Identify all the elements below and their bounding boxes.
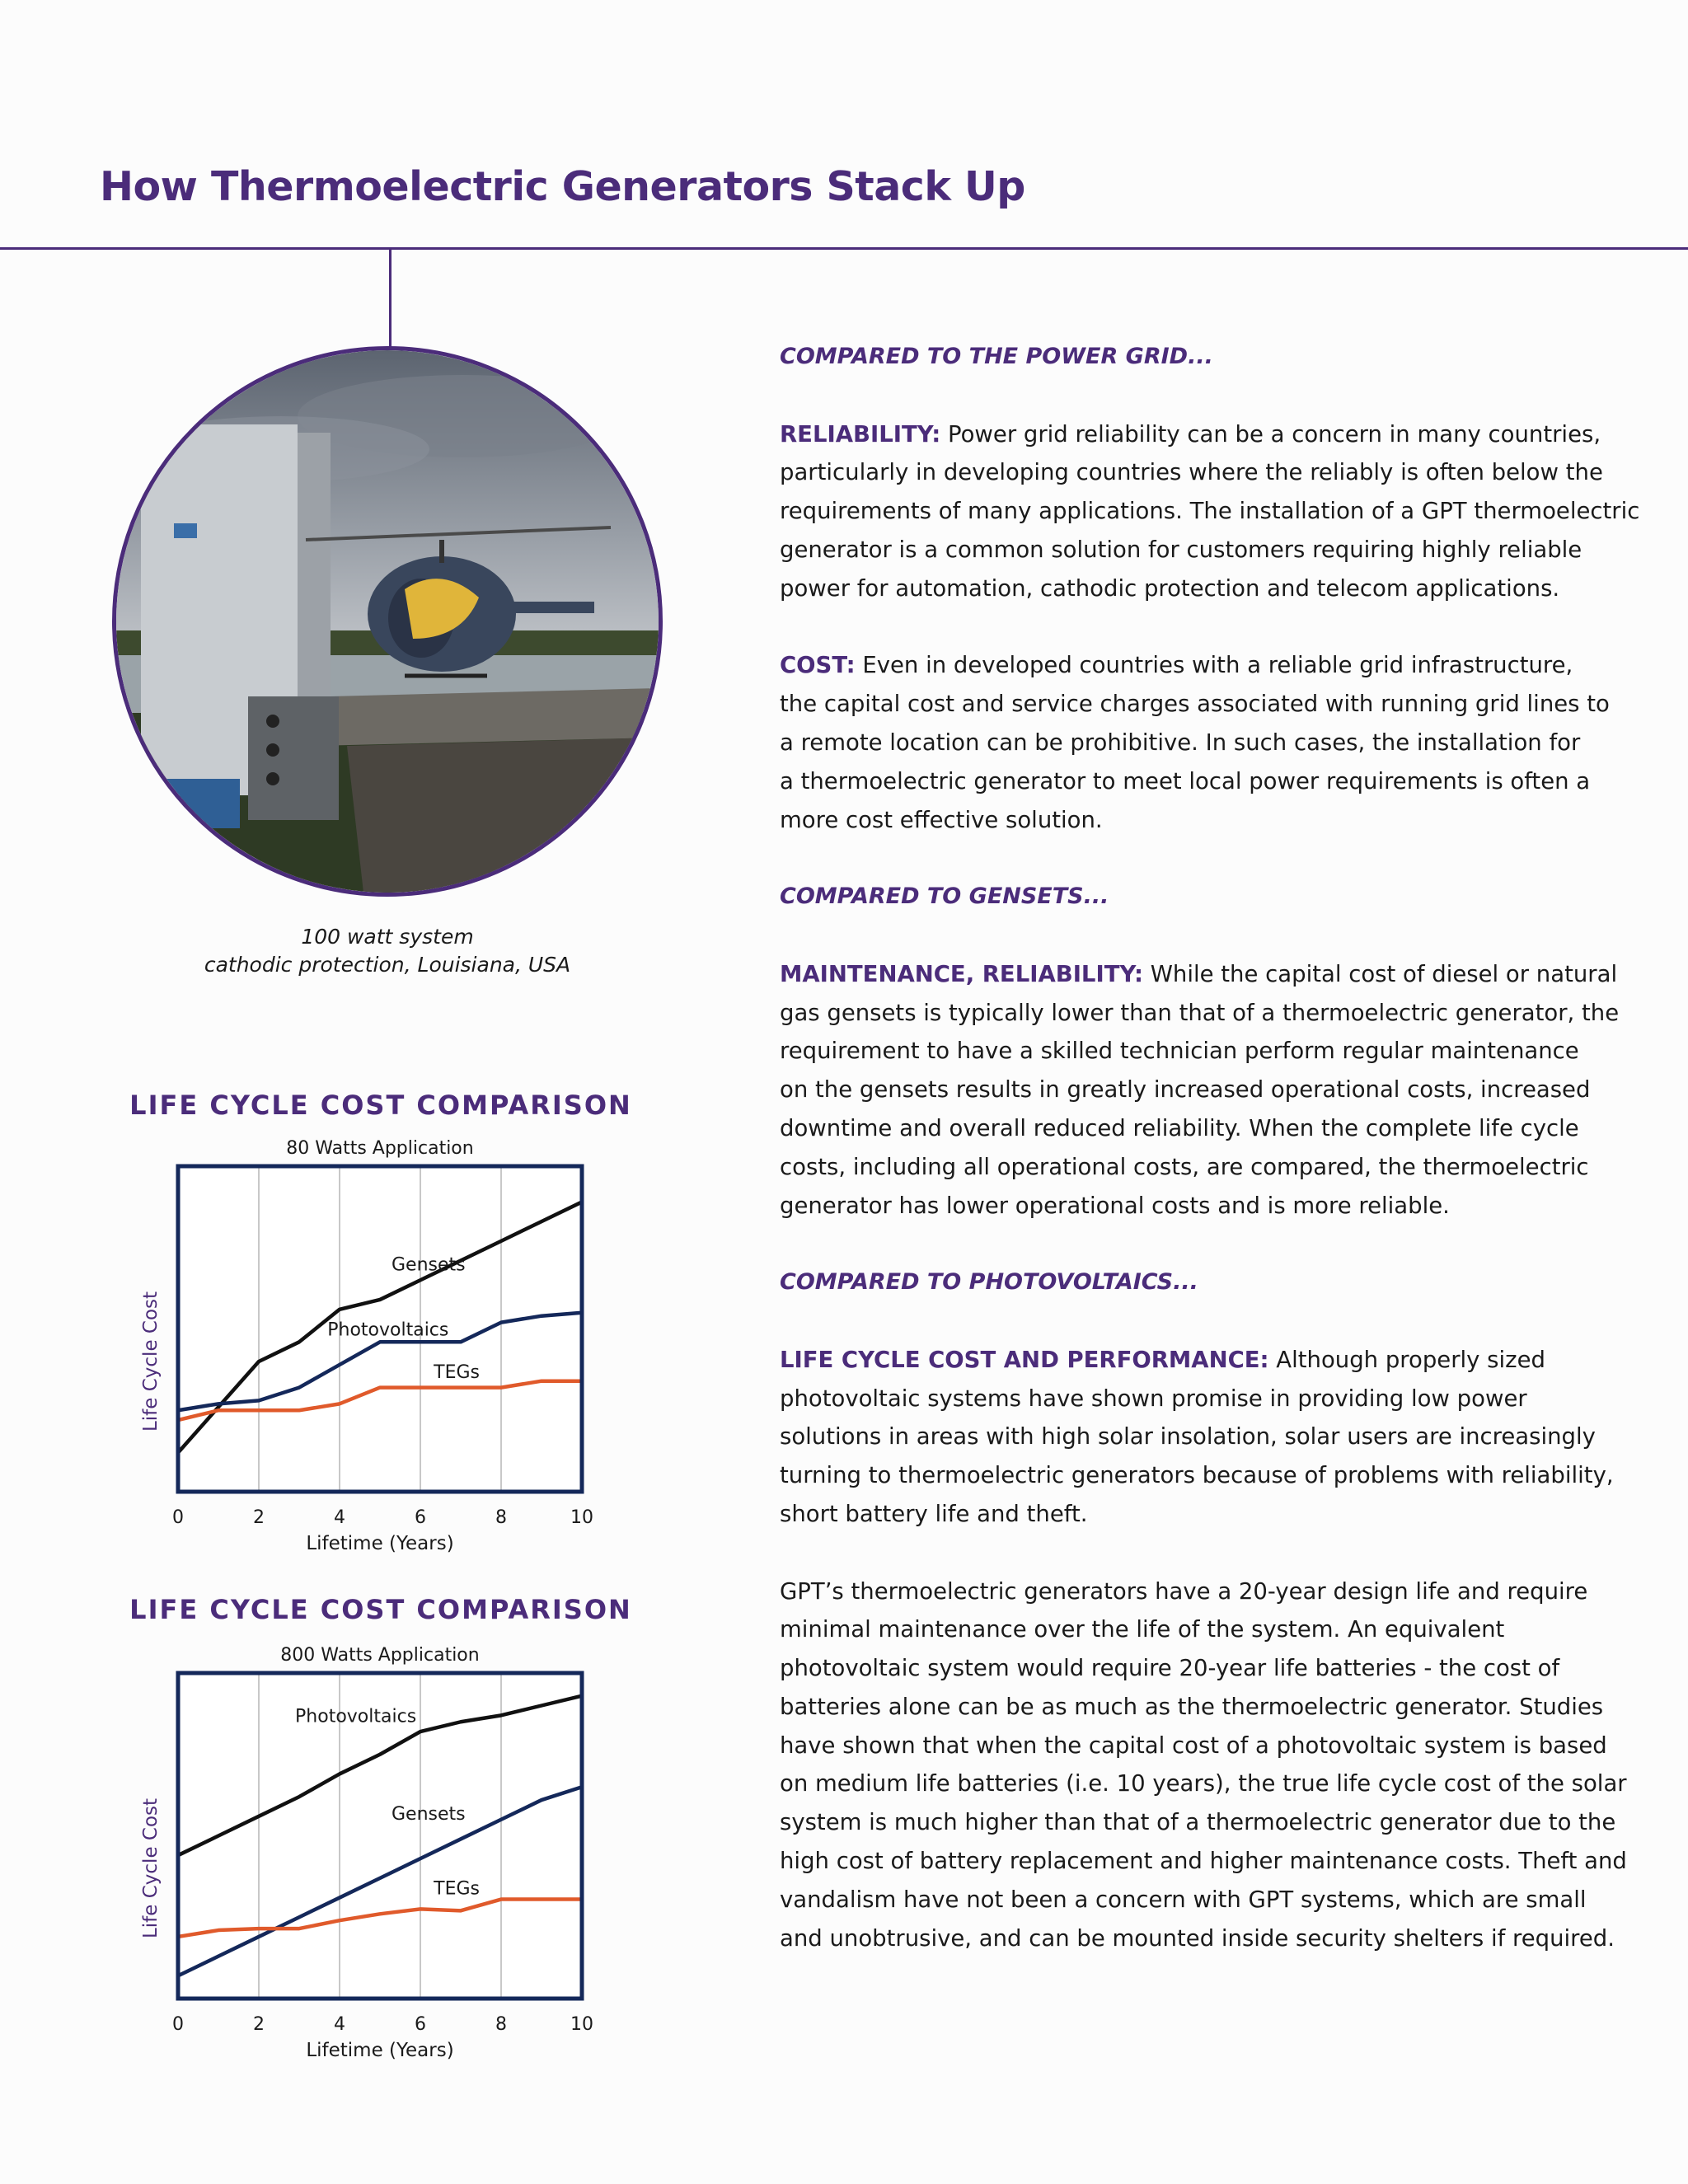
paragraph-line	[780, 955, 1618, 994]
paragraph-label: RELIABILITY:	[780, 420, 941, 448]
caption-line-1: 100 watt system	[301, 925, 474, 949]
paragraph-line	[780, 1071, 1612, 1109]
x-tick-label: 8	[495, 1507, 507, 1528]
paragraph-line	[780, 1881, 1612, 1919]
chart-800-watts	[132, 1636, 626, 2064]
chart-80-watts	[132, 1129, 626, 1558]
page-title: How Thermoelectric Generators Stack Up	[100, 163, 1025, 210]
paragraph-text: short battery life and theft.	[780, 1500, 1088, 1527]
paragraph-label: MAINTENANCE, RELIABILITY:	[780, 960, 1143, 987]
x-tick-label: 6	[415, 1507, 426, 1528]
title-rule	[0, 247, 1688, 250]
x-tick-label: 2	[253, 1507, 265, 1528]
paragraph-text: minimal maintenance over the life of the system. An equivalent	[780, 1616, 1505, 1643]
paragraph-text: requirements of many applications. The installation of a GPT thermoelectric	[780, 498, 1640, 525]
paragraph-line	[780, 685, 1612, 724]
paragraph-line	[780, 1032, 1612, 1071]
paragraph-text: high cost of battery replacement and higher maintenance costs. Theft and	[780, 1848, 1627, 1875]
paragraph-text: Power grid reliability can be a concern in many countries,	[940, 420, 1601, 448]
chart-subtitle: 80 Watts Application	[286, 1138, 474, 1159]
paragraph-text: and unobtrusive, and can be mounted inside security shelters if required.	[780, 1924, 1615, 1952]
site-photo	[112, 346, 663, 897]
paragraph-line	[780, 569, 1612, 608]
paragraph-line	[780, 1187, 1612, 1226]
paragraph-line	[780, 1842, 1627, 1881]
paragraph-text: Even in developed countries with a reliable grid infrastructure,	[855, 652, 1573, 679]
paragraph-label: LIFE CYCLE COST AND PERFORMANCE:	[780, 1346, 1269, 1373]
paragraph-text: have shown that when the capital cost of a photovoltaic system is based	[780, 1732, 1607, 1759]
chart-1-title: LIFE CYCLE COST COMPARISON	[129, 1090, 632, 1121]
series-label: TEGs	[434, 1878, 481, 1900]
paragraph-text: more cost effective solution.	[780, 806, 1103, 833]
chart-subtitle: 800 Watts Application	[280, 1645, 480, 1666]
paragraph-text: vandalism have not been a concern with GPT systems, which are small	[780, 1886, 1587, 1913]
paragraph-line	[780, 1109, 1612, 1148]
paragraph-text: system is much higher than that of a thermoelectric generator due to the	[780, 1809, 1616, 1836]
paragraph-line	[780, 1765, 1627, 1803]
paragraph-text: batteries alone can be as much as the thermoelectric generator. Studies	[780, 1693, 1604, 1720]
x-tick-label: 2	[253, 2014, 265, 2035]
y-axis-label: Life Cycle Cost	[140, 1797, 162, 1939]
paragraph-line	[780, 646, 1612, 685]
x-tick-label: 10	[570, 1507, 593, 1528]
paragraph-line	[780, 1919, 1615, 1958]
paragraph-line	[780, 531, 1612, 569]
paragraph-text: power for automation, cathodic protection and telecom applications.	[780, 574, 1560, 602]
paragraph-maintenance	[780, 955, 1620, 1226]
paragraph-line	[780, 1649, 1612, 1688]
paragraph-line	[780, 492, 1640, 531]
x-axis-label: Lifetime (Years)	[306, 2040, 454, 2061]
series-label: TEGs	[434, 1361, 481, 1383]
paragraph-line	[780, 762, 1612, 801]
paragraph-line	[780, 1456, 1612, 1495]
paragraph-line	[780, 1572, 1612, 1611]
paragraph-text: the capital cost and service charges associated with running grid lines to	[780, 691, 1610, 718]
paragraph-line	[780, 1380, 1612, 1418]
x-tick-label: 0	[172, 2014, 184, 2035]
heading-compared-to-grid: COMPARED TO THE POWER GRID...	[780, 344, 1213, 369]
site-photo-illustration	[116, 350, 659, 893]
paragraph-cost	[780, 646, 1612, 839]
x-tick-label: 4	[334, 1507, 345, 1528]
paragraph-text: Although properly sized	[1268, 1346, 1545, 1373]
paragraph-text: on the gensets results in greatly increased operational costs, increased	[780, 1076, 1591, 1104]
paragraph-text: turning to thermoelectric generators because of problems with reliability,	[780, 1462, 1614, 1489]
x-tick-label: 10	[570, 2014, 593, 2035]
paragraph-text: GPT’s thermoelectric generators have a 20-year design life and require	[780, 1577, 1588, 1605]
paragraph-reliability	[780, 415, 1640, 608]
series-label: Gensets	[391, 1254, 466, 1276]
body-text	[780, 338, 1640, 1957]
paragraph-text: downtime and overall reduced reliability. When the complete life cycle	[780, 1114, 1579, 1141]
paragraph-life-cycle-cost	[780, 1341, 1612, 1534]
paragraph-text: generator is a common solution for customers requiring highly reliable	[780, 536, 1582, 563]
paragraph-line	[780, 453, 1612, 492]
x-tick-label: 8	[495, 2014, 507, 2035]
paragraph-line	[780, 1688, 1612, 1727]
paragraph-line	[780, 1418, 1612, 1456]
y-axis-label: Life Cycle Cost	[140, 1291, 162, 1432]
paragraph-line	[780, 1727, 1612, 1765]
paragraph-text: solutions in areas with high solar insolation, solar users are increasingly	[780, 1423, 1596, 1451]
paragraph-text: requirement to have a skilled technician perform regular maintenance	[780, 1038, 1579, 1065]
paragraph-text: While the capital cost of diesel or natural	[1142, 960, 1618, 987]
paragraph-line	[780, 801, 1612, 840]
paragraph-line	[780, 994, 1620, 1033]
x-tick-label: 0	[172, 1507, 184, 1528]
chart-2-title: LIFE CYCLE COST COMPARISON	[129, 1594, 632, 1625]
photo-connector-line	[389, 250, 392, 347]
paragraph-text: generator has lower operational costs and is more reliable.	[780, 1192, 1450, 1219]
paragraph-line	[780, 415, 1612, 454]
paragraph-line	[780, 1610, 1612, 1649]
paragraph-text: costs, including all operational costs, are compared, the thermoelectric	[780, 1153, 1589, 1180]
series-label: Gensets	[391, 1803, 466, 1825]
heading-compared-to-photovoltaics: COMPARED TO PHOTOVOLTAICS...	[780, 1269, 1198, 1296]
photo-caption	[112, 923, 663, 979]
paragraph-label: COST:	[780, 652, 856, 679]
x-axis-label: Lifetime (Years)	[306, 1533, 454, 1554]
paragraph-line	[780, 1341, 1612, 1380]
paragraph-text: on medium life batteries (i.e. 10 years), the true life cycle cost of the solar	[780, 1770, 1627, 1797]
paragraph-line	[780, 724, 1612, 762]
paragraph-text: particularly in developing countries where the reliably is often below the	[780, 459, 1603, 486]
series-label: Photovoltaics	[295, 1706, 417, 1727]
paragraph-text: photovoltaic system would require 20-year life batteries - the cost of	[780, 1655, 1560, 1682]
paragraph-line	[780, 1495, 1612, 1534]
x-tick-label: 4	[334, 2014, 345, 2035]
paragraph-text: photovoltaic systems have shown promise in providing low power	[780, 1385, 1527, 1412]
paragraph-text: gas gensets is typically lower than that of a thermoelectric generator, the	[780, 999, 1620, 1026]
paragraph-text: a thermoelectric generator to meet local power requirements is often a	[780, 767, 1591, 794]
series-label: Photovoltaics	[327, 1319, 449, 1341]
paragraph-gpt-design-life	[780, 1572, 1627, 1958]
caption-line-2: cathodic protection, Louisiana, USA	[204, 953, 571, 977]
x-tick-label: 6	[415, 2014, 426, 2035]
heading-compared-to-gensets: COMPARED TO GENSETS...	[780, 883, 1109, 910]
paragraph-text: a remote location can be prohibitive. In such cases, the installation for	[780, 729, 1581, 756]
paragraph-line	[780, 1148, 1612, 1187]
paragraph-line	[780, 1803, 1616, 1842]
